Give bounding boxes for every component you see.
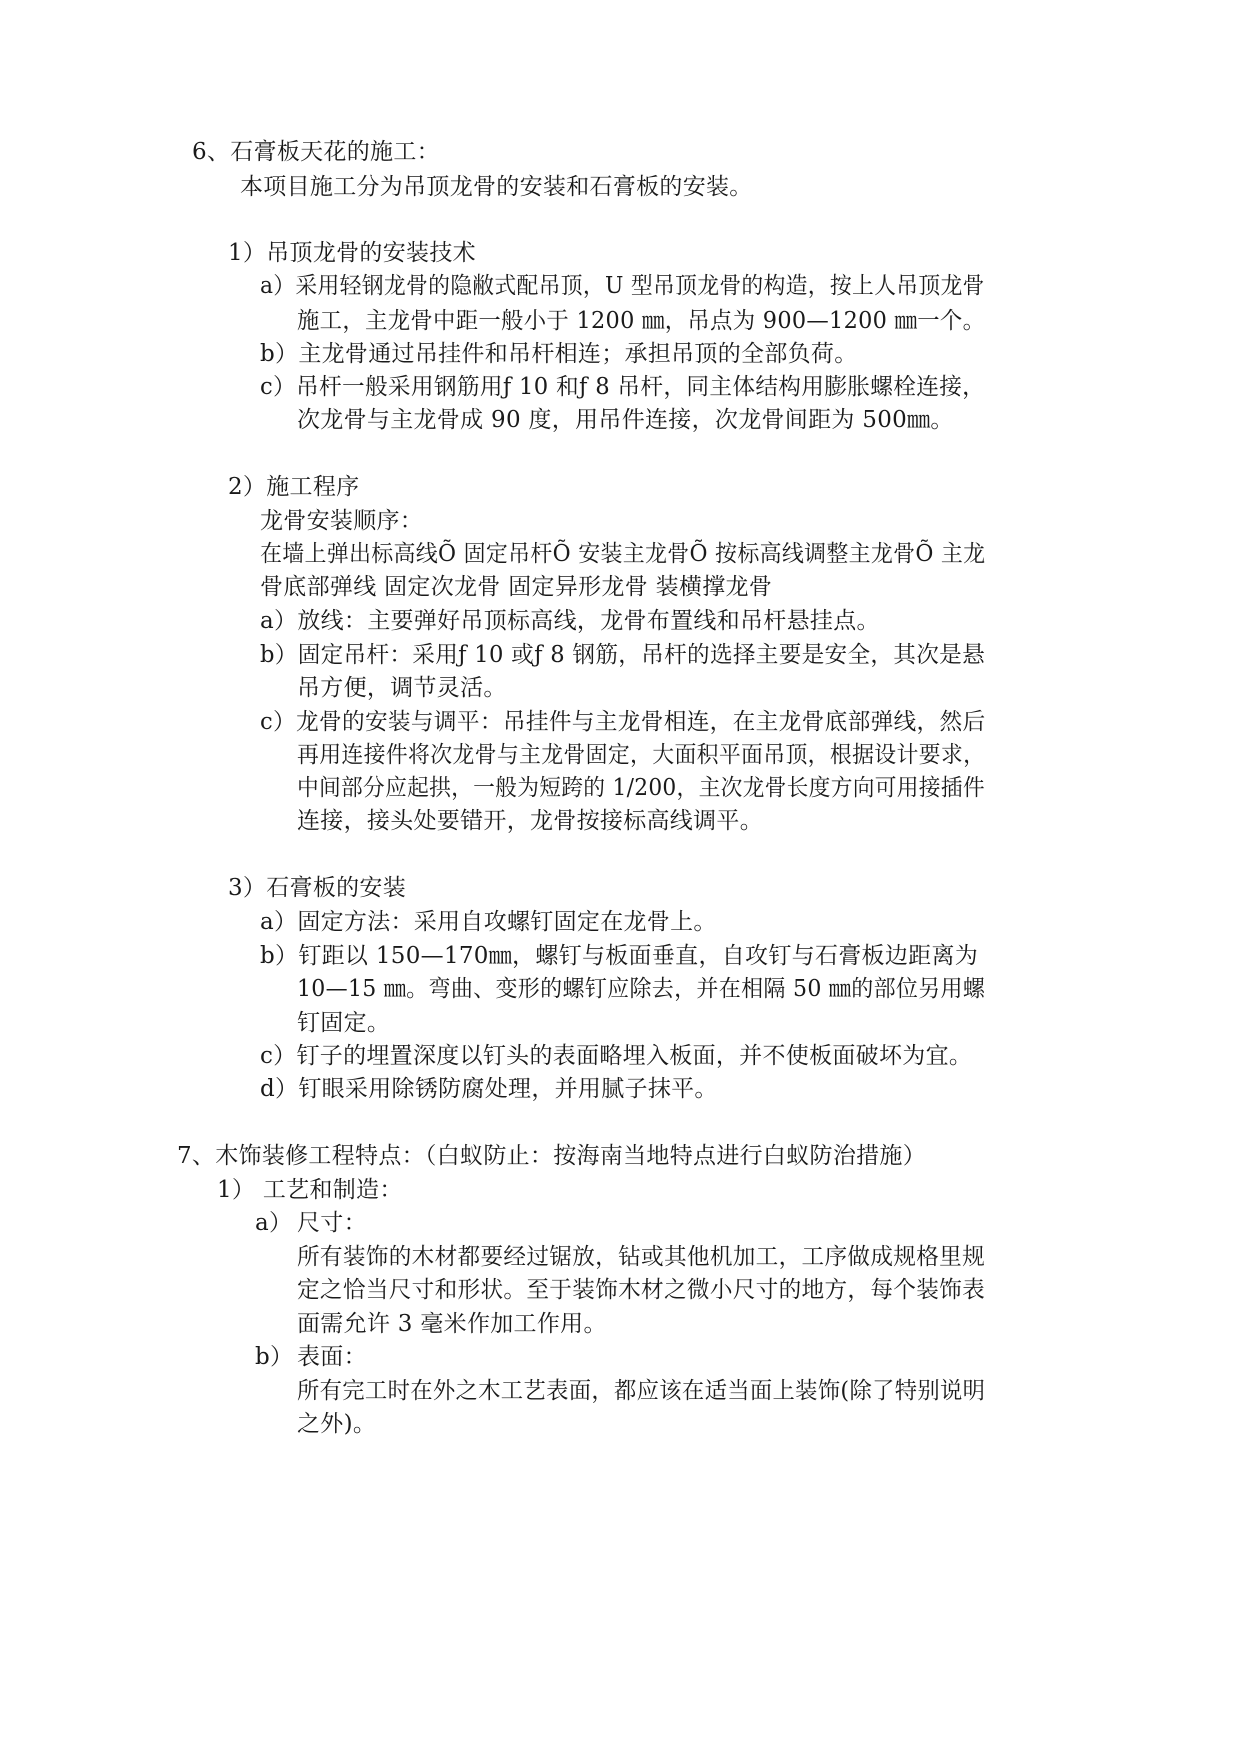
- item-text: 吊杆一般采用钢筋用ƒ 10 和ƒ 8 吊杆，同主体结构用膨胀螺栓连接，: [295, 374, 986, 400]
- item-marker: b）: [260, 341, 299, 367]
- item-6-2-c-cont-1: 再用连接件将次龙骨与主龙骨固定，大面积平面吊顶，根据设计要求，: [297, 742, 986, 768]
- item-6-1-a-cont: 施工，主龙骨中距一般小于 1200 ㎜，吊点为 900—1200 ㎜一个。: [297, 308, 986, 334]
- item-6-2-c: [260, 707, 985, 737]
- item-marker: b）: [260, 943, 299, 969]
- section-6-title: 6、石膏板天花的施工：: [192, 139, 440, 165]
- item-text: 固定吊杆：采用ƒ 10 或ƒ 8 钢筋，吊杆的选择主要是安全，其次是悬: [297, 642, 985, 668]
- item-label: 表面：: [297, 1344, 367, 1370]
- order-line-2: 骨底部弹线 固定次龙骨 固定异形龙骨 装横撑龙骨: [260, 574, 773, 600]
- item-text: 钉眼采用除锈防腐处理，并用腻子抹平。: [298, 1076, 718, 1102]
- item-6-2-b: [260, 640, 985, 670]
- item-text: 固定方法：采用自攻螺钉固定在龙骨上。: [297, 909, 717, 935]
- item-text: 放线：主要弹好吊顶标高线，龙骨布置线和吊杆悬挂点。: [297, 608, 880, 634]
- item-6-2-b-cont: 吊方便，调节灵活。: [297, 675, 507, 701]
- item-text: 采用轻钢龙骨的隐敝式配吊顶，U 型吊顶龙骨的构造，按上人吊顶龙骨: [295, 273, 985, 299]
- order-line-1: 在墙上弹出标高线Õ 固定吊杆Õ 安装主龙骨Õ 按标高线调整主龙骨Õ 主龙: [260, 541, 986, 567]
- sub-6-3-heading: 3）石膏板的安装: [228, 875, 407, 901]
- item-7-1-a: [255, 1208, 367, 1238]
- item-marker: a）: [255, 1210, 293, 1236]
- item-7-1-a-text-1: 所有装饰的木材都要经过锯放，钻或其他机加工，工序做成规格里规: [297, 1244, 986, 1270]
- item-6-1-c: [260, 372, 985, 402]
- item-6-3-b: [260, 941, 978, 971]
- item-marker: b）: [255, 1344, 294, 1370]
- item-7-1-a-text-3: 面需允许 3 毫米作加工作用。: [297, 1311, 607, 1337]
- item-6-2-c-cont-3: 连接，接头处要错开，龙骨按接标高线调平。: [297, 808, 763, 834]
- order-label: 龙骨安装顺序：: [260, 508, 424, 534]
- item-marker: c）: [260, 709, 296, 735]
- item-6-3-b-cont-2: 钉固定。: [297, 1010, 391, 1036]
- sub-7-1-heading: 1） 工艺和制造：: [217, 1177, 403, 1203]
- item-7-1-b: [255, 1342, 367, 1372]
- item-text: 龙骨的安装与调平：吊挂件与主龙骨相连，在主龙骨底部弹线，然后: [295, 709, 986, 735]
- item-6-3-b-cont-1: 10—15 ㎜。弯曲、变形的螺钉应除去，并在相隔 50 ㎜的部位另用螺: [297, 976, 986, 1002]
- item-6-1-c-cont: 次龙骨与主龙骨成 90 度，用吊件连接，次龙骨间距为 500㎜。: [297, 407, 954, 433]
- item-6-1-b: [260, 339, 858, 369]
- item-7-1-a-text-2: 定之恰当尺寸和形状。至于装饰木材之微小尺寸的地方，每个装饰表: [297, 1277, 986, 1303]
- item-7-1-b-text-1: 所有完工时在外之木工艺表面，都应该在适当面上装饰(除了特别说明: [297, 1378, 986, 1404]
- sub-6-1-heading: 1）吊顶龙骨的安装技术: [228, 240, 476, 266]
- item-7-1-b-text-2: 之外)。: [297, 1411, 377, 1437]
- item-6-3-d: [260, 1074, 718, 1104]
- item-6-2-c-cont-2: 中间部分应起拱，一般为短跨的 1/200，主次龙骨长度方向可用接插件: [297, 775, 985, 801]
- item-6-1-a: [260, 271, 985, 301]
- item-6-3-c: [260, 1041, 972, 1071]
- item-marker: c）: [260, 374, 296, 400]
- item-text: 钉距以 150—170㎜，螺钉与板面垂直，自攻钉与石膏板边距离为: [298, 943, 979, 969]
- item-marker: a）: [260, 273, 296, 299]
- item-marker: c）: [260, 1043, 297, 1069]
- item-text: 主龙骨通过吊挂件和吊杆相连；承担吊顶的全部负荷。: [298, 341, 858, 367]
- section-6-intro: 本项目施工分为吊顶龙骨的安装和石膏板的安装。: [240, 174, 753, 200]
- item-marker: a）: [260, 909, 298, 935]
- item-label: 尺寸：: [297, 1210, 367, 1236]
- item-marker: d）: [260, 1076, 299, 1102]
- item-6-3-a: [260, 907, 717, 937]
- item-text: 钉子的埋置深度以钉头的表面略埋入板面，并不使板面破坏为宜。: [296, 1043, 973, 1069]
- sub-6-2-heading: 2）施工程序: [228, 474, 360, 500]
- item-marker: b）: [260, 642, 298, 668]
- section-7-title: 7、木饰装修工程特点：（白蚁防止：按海南当地特点进行白蚁防治措施）: [177, 1143, 927, 1169]
- item-6-2-a: [260, 606, 880, 636]
- item-marker: a）: [260, 608, 298, 634]
